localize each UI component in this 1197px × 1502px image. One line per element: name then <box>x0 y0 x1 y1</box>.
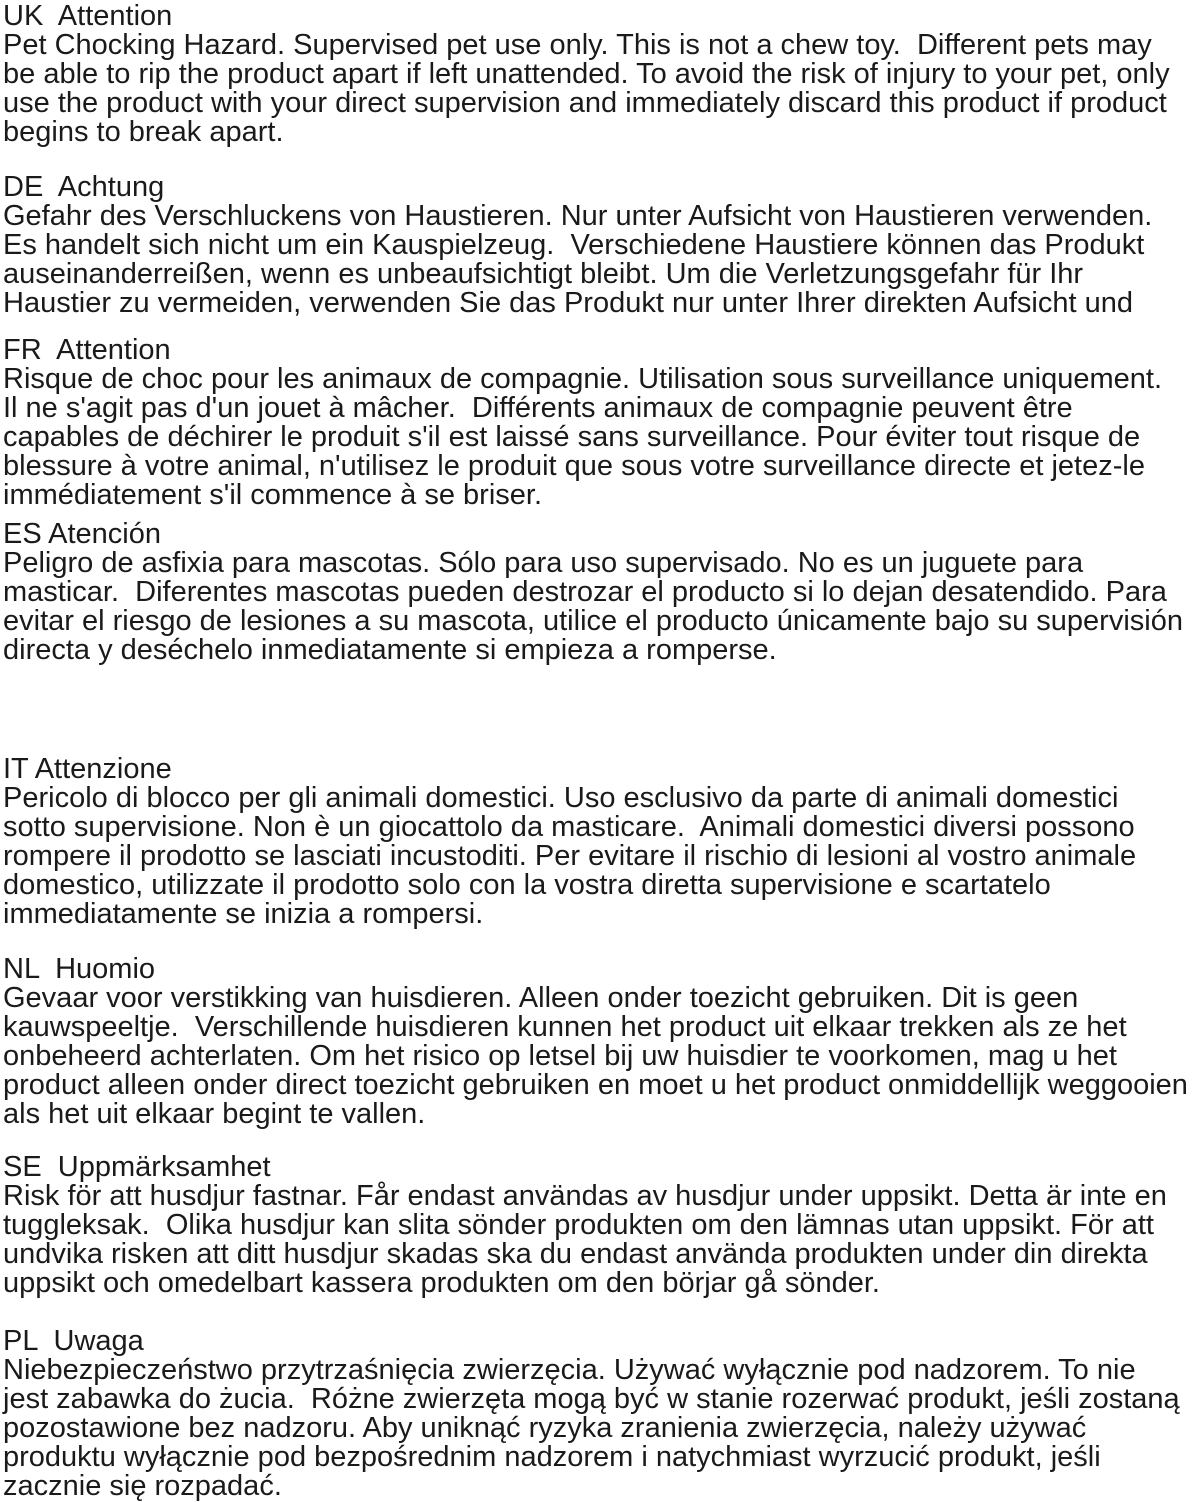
text-line: capables de déchirer le produit s'il est laissé sans surveillance. Pour éviter tout risque de <box>3 421 1141 453</box>
warning-section <box>3 1327 1197 1501</box>
text-line: Pet Chocking Hazard. Supervised pet use only. This is not a chew toy. Different pets may <box>3 29 1152 61</box>
text-line: product alleen onder direct toezicht gebruiken en moet u het product onmiddellijk weggooien <box>3 1069 1188 1101</box>
text-line: onbeheerd achterlaten. Om het risico op letsel bij uw huisdier te voorkomen, mag u het <box>3 1040 1117 1072</box>
warning-section <box>3 1153 1197 1298</box>
text-line: Gefahr des Verschluckens von Haustieren. Nur unter Aufsicht von Haustieren verwenden. <box>3 200 1153 232</box>
text-line: Niebezpieczeństwo przytrzaśnięcia zwierzęcia. Używać wyłącznie pod nadzorem. To nie <box>3 1354 1136 1386</box>
text-line: immédiatement s'il commence à se briser. <box>3 479 543 511</box>
text-line: Peligro de asfixia para mascotas. Sólo para uso supervisado. No es un juguete para <box>3 547 1084 579</box>
text-line: Risk för att husdjur fastnar. Får endast användas av husdjur under uppsikt. Detta är inte en <box>3 1180 1167 1212</box>
text-line: immediatamente se inizia a rompersi. <box>3 898 484 930</box>
warning-section <box>3 955 1197 1129</box>
warning-section <box>3 520 1197 665</box>
text-line: Es handelt sich nicht um ein Kauspielzeug. Verschiedene Haustiere können das Produkt <box>3 229 1145 261</box>
text-line: Gevaar voor verstikking van huisdieren. Alleen onder toezicht gebruiken. Dit is geen <box>3 982 1079 1014</box>
section-heading: IT Attenzione <box>3 753 172 785</box>
text-line: rompere il prodotto se lasciati incustoditi. Per evitare il rischio di lesioni al vostro animale <box>3 840 1137 872</box>
text-line: evitar el riesgo de lesiones a su mascota, utilice el producto únicamente bajo su supervisión <box>3 605 1183 637</box>
section-heading: UK Attention <box>3 0 173 32</box>
text-line: tuggleksak. Olika husdjur kan slita sönder produkten om den lämnas utan uppsikt. För att <box>3 1209 1154 1241</box>
section-heading: NL Huomio <box>3 953 156 985</box>
section-heading: PL Uwaga <box>3 1325 144 1357</box>
text-line: directa y deséchelo inmediatamente si empieza a romperse. <box>3 634 777 666</box>
text-line: Risque de choc pour les animaux de compagnie. Utilisation sous surveillance uniquement. <box>3 363 1163 395</box>
text-line: pozostawione bez nadzoru. Aby uniknąć ryzyka zranienia zwierzęcia, należy używać <box>3 1412 1087 1444</box>
text-line: Il ne s'agit pas d'un jouet à mâcher. Différents animaux de compagnie peuvent être <box>3 392 1073 424</box>
text-line: auseinanderreißen, wenn es unbeaufsichtigt bleibt. Um die Verletzungsgefahr für Ihr <box>3 258 1084 290</box>
text-line: be able to rip the product apart if left unattended. To avoid the risk of injury to your pet, only <box>3 58 1170 90</box>
text-line: begins to break apart. <box>3 116 284 148</box>
section-heading: FR Attention <box>3 334 171 366</box>
text-line: jest zabawka do żucia. Różne zwierzęta mogą być w stanie rozerwać produkt, jeśli zostaną <box>3 1383 1180 1415</box>
text-line: zacznie się rozpadać. <box>3 1470 282 1502</box>
text-line: sotto supervisione. Non è un giocattolo da masticare. Animali domestici diversi possono <box>3 811 1135 843</box>
text-line: produktu wyłącznie pod bezpośrednim nadzorem i natychmiast wyrzucić produkt, jeśli <box>3 1441 1101 1473</box>
warning-section <box>3 755 1197 929</box>
text-line: kauwspeeltje. Verschillende huisdieren kunnen het product uit elkaar trekken als ze het <box>3 1011 1127 1043</box>
text-line: Pericolo di blocco per gli animali domestici. Uso esclusivo da parte di animali domestici <box>3 782 1119 814</box>
section-heading: DE Achtung <box>3 171 165 203</box>
text-line: undvika risken att ditt husdjur skadas ska du endast använda produkten under din direkta <box>3 1238 1148 1270</box>
text-line: use the product with your direct supervision and immediately discard this product if product <box>3 87 1167 119</box>
text-line: masticar. Diferentes mascotas pueden destrozar el producto si lo dejan desatendido. Para <box>3 576 1167 608</box>
warning-document <box>3 2 1197 1501</box>
warning-section <box>3 336 1197 510</box>
warning-section <box>3 173 1197 318</box>
section-heading: ES Atención <box>3 518 161 550</box>
text-line: Haustier zu vermeiden, verwenden Sie das Produkt nur unter Ihrer direkten Aufsicht und <box>3 287 1133 319</box>
section-heading: SE Uppmärksamhet <box>3 1151 271 1183</box>
text-line: domestico, utilizzate il prodotto solo con la vostra diretta supervisione e scartatelo <box>3 869 1051 901</box>
text-line: blessure à votre animal, n'utilisez le produit que sous votre surveillance directe et jetez-le <box>3 450 1145 482</box>
warning-section <box>3 2 1197 147</box>
text-line: als het uit elkaar begint te vallen. <box>3 1098 426 1130</box>
text-line: uppsikt och omedelbart kassera produkten om den börjar gå sönder. <box>3 1267 880 1299</box>
